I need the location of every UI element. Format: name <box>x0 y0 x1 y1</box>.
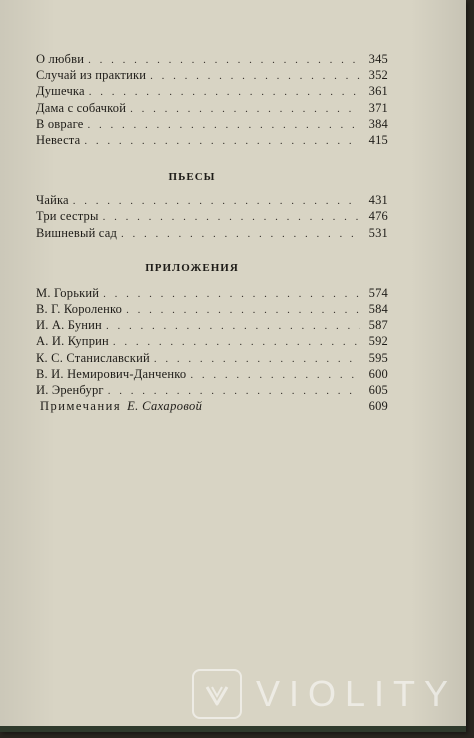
toc-entry: Душечка . . . 361 <box>36 84 388 100</box>
book-edge <box>0 726 466 732</box>
watermark <box>192 666 462 722</box>
toc-entry: Случай из практики . . . 352 <box>36 68 388 84</box>
notes-author: Е. Сахаровой <box>127 399 203 414</box>
toc-entry: Вишневый сад . . . 531 <box>36 226 388 242</box>
section-heading-appendix: ПРИЛОЖЕНИЯ <box>145 261 239 274</box>
toc-entry: М. Горький . . . 574 <box>36 286 388 302</box>
toc-entry: О любви . . . 345 <box>36 52 388 68</box>
violity-logo-icon <box>192 669 242 719</box>
toc-entry: В. Г. Короленко . . . 584 <box>36 302 388 318</box>
toc-entry: Чайка . . . 431 <box>36 193 388 209</box>
toc-entry: А. И. Куприн . . . 592 <box>36 334 388 350</box>
toc-section-appendix <box>36 286 388 415</box>
notes-label: Примечания <box>40 399 122 414</box>
toc-entry: В овраге . . . 384 <box>36 117 388 133</box>
toc-section-stories <box>36 52 388 149</box>
toc-section-plays <box>36 193 388 242</box>
toc-entry: И. Эренбург . . . 605 <box>36 383 388 399</box>
section-heading-plays: ПЬЕСЫ <box>168 171 216 184</box>
toc-entry: Невеста . . . 415 <box>36 133 388 149</box>
toc-entry-notes <box>36 399 388 414</box>
table-of-contents <box>36 52 388 414</box>
toc-entry: Дама с собачкой . . . 371 <box>36 101 388 117</box>
toc-entry: В. И. Немирович-Данченко . . . 600 <box>36 367 388 383</box>
notes-page: 609 <box>368 399 388 414</box>
toc-entry: К. С. Станиславский . . . 595 <box>36 351 388 367</box>
toc-entry: Три сестры . . . 476 <box>36 209 388 225</box>
toc-entry: И. А. Бунин . . . 587 <box>36 318 388 334</box>
watermark-text: VIOLITY <box>256 673 458 714</box>
